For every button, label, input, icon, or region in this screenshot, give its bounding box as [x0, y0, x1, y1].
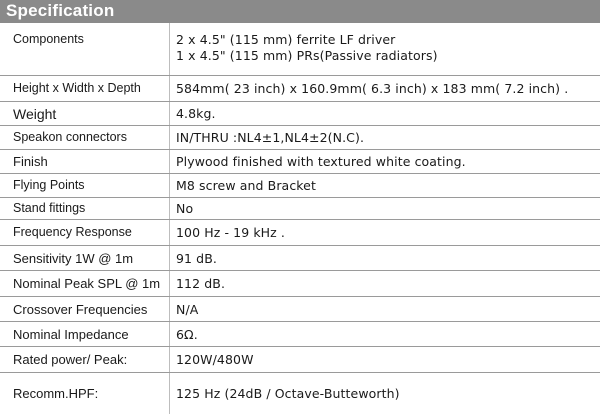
- spec-value: [176, 327, 198, 343]
- spec-label: Nominal Impedance: [13, 327, 129, 342]
- table-row: [0, 271, 600, 297]
- table-row: [0, 23, 600, 76]
- table-row: [0, 297, 600, 322]
- table-row: [0, 198, 600, 220]
- spec-label: Crossover Frequencies: [13, 302, 148, 317]
- spec-value-line: 584mm( 23 inch) x 160.9mm( 6.3 inch) x 183 mm( 7.2 inch) .: [176, 81, 569, 96]
- spec-value: [176, 154, 466, 170]
- table-row: [0, 220, 600, 246]
- table-row: [0, 373, 600, 413]
- spec-value-line: 125 Hz (24dB / Octave-Butteworth): [176, 386, 400, 401]
- spec-value: [176, 225, 285, 241]
- spec-value: [176, 276, 225, 292]
- spec-label: Height x Width x Depth: [13, 81, 141, 95]
- spec-label: Flying Points: [13, 178, 85, 192]
- spec-label: Rated power/ Peak:: [13, 352, 128, 367]
- spec-value-line: No: [176, 201, 194, 216]
- spec-label: Sensitivity 1W @ 1m: [13, 251, 134, 266]
- spec-value-line: 6Ω.: [176, 327, 198, 342]
- spec-value-line: 120W/480W: [176, 352, 254, 367]
- spec-value-line: 100 Hz - 19 kHz .: [176, 225, 285, 240]
- spec-value-line: M8 screw and Bracket: [176, 178, 316, 193]
- spec-value-line: 91 dB.: [176, 251, 217, 266]
- spec-value: [176, 130, 364, 146]
- table-row: [0, 102, 600, 126]
- spec-value: [176, 352, 254, 368]
- table-row: [0, 322, 600, 347]
- spec-label: Recomm.HPF:: [13, 386, 99, 401]
- spec-value-line: 2 x 4.5" (115 mm) ferrite LF driver: [176, 32, 396, 47]
- spec-label: Components: [13, 32, 84, 46]
- table-row: [0, 246, 600, 271]
- table-row: [0, 76, 600, 102]
- spec-value-line: 112 dB.: [176, 276, 226, 291]
- spec-value: [176, 81, 568, 97]
- spec-label: Frequency Response: [13, 225, 132, 239]
- spec-value-line: IN/THRU :NL4±1,NL4±2(N.C).: [176, 130, 365, 145]
- spec-label: Nominal Peak SPL @ 1m: [13, 276, 161, 291]
- table-row: [0, 150, 600, 174]
- table-row: [0, 347, 600, 373]
- spec-label: Finish: [13, 154, 48, 169]
- spec-label: Weight: [13, 106, 57, 122]
- spec-value: [176, 386, 400, 402]
- spec-value: [176, 251, 217, 267]
- table-row: [0, 126, 600, 150]
- spec-value: [176, 302, 198, 318]
- spec-label: Speakon connectors: [13, 130, 127, 144]
- spec-value-line: Plywood finished with textured white coating.: [176, 154, 466, 169]
- spec-value-line: N/A: [176, 302, 199, 317]
- section-header: [0, 0, 600, 23]
- page-title: Specification: [6, 1, 115, 20]
- spec-value: [176, 106, 216, 122]
- table-row: [0, 174, 600, 198]
- spec-value: [176, 32, 438, 64]
- spec-value: [176, 201, 193, 217]
- spec-label: Stand fittings: [13, 201, 86, 215]
- spec-value: [176, 178, 316, 194]
- spec-value-line: 1 x 4.5" (115 mm) PRs(Passive radiators): [176, 48, 438, 63]
- spec-value-line: 4.8kg.: [176, 106, 216, 121]
